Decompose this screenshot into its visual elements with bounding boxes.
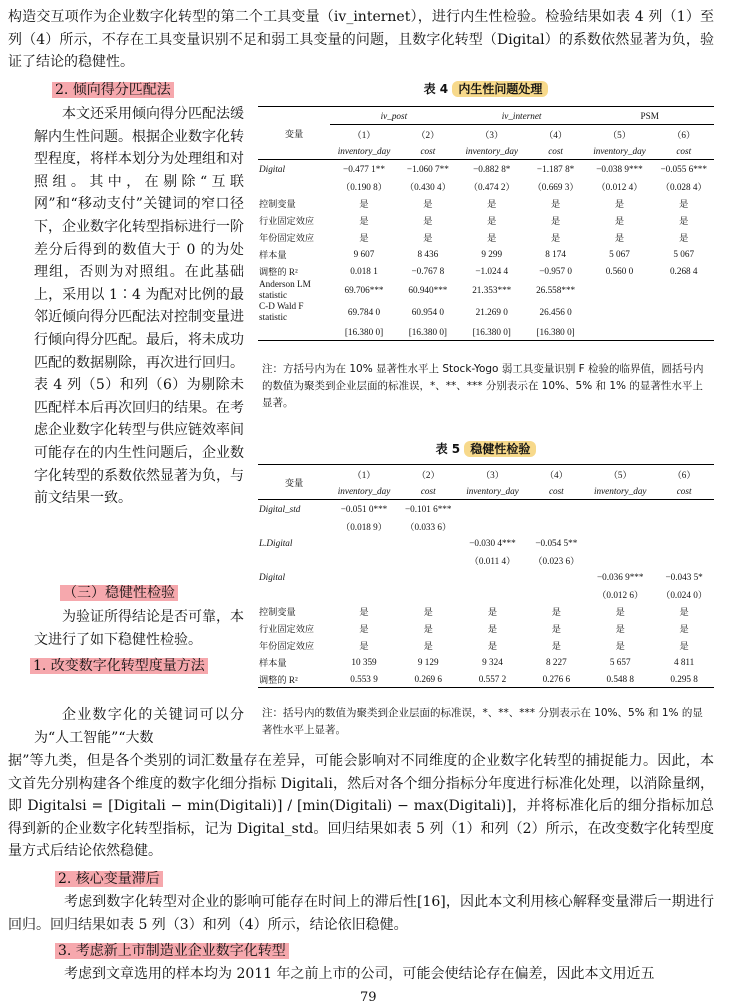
table4-coldep: inventory_day: [458, 142, 526, 160]
section-heading-measure: 1. 改变数字化转型度量方法: [30, 655, 244, 678]
table-cell: 0.268 4: [669, 265, 698, 276]
table-cell: （0.024 0）: [661, 589, 708, 600]
table-cell: （0.018 9）: [341, 521, 387, 532]
table-cell: 是: [487, 215, 497, 226]
section-heading-lag: 2. 核心变量滞后: [55, 868, 163, 891]
table-row: [258, 602, 714, 619]
table-cell: （0.023 6）: [533, 555, 580, 566]
new-firms-paragraph: 考虑到文章选用的样本均为 2011 年之前上市的公司，可能会使结论存在偏差，因此本文用近五: [64, 966, 655, 982]
table-cell: （0.033 6）: [405, 521, 452, 532]
row-label: 行业固定效应: [259, 215, 315, 226]
table-cell: 60.940***: [408, 285, 448, 295]
table-cell: −0.882 8*: [473, 163, 511, 174]
table-row: [258, 534, 714, 551]
table-cell: 0.557 2: [458, 670, 526, 688]
table-cell: −1.060 7**: [406, 163, 449, 174]
table-cell: 8 436: [417, 248, 439, 259]
table4-colnum: （3）: [480, 129, 504, 140]
table-cell: −0.043 5*: [665, 571, 703, 582]
table-cell: （0.669 3）: [532, 181, 579, 192]
table4-caption: [258, 80, 714, 97]
table-cell: [586, 517, 654, 534]
table5-colnum: （3）: [458, 465, 526, 483]
table-cell: 26.456 0: [539, 307, 572, 317]
table-cell: [398, 585, 458, 602]
section-heading-psm: 2. 倾向得分匹配法: [52, 79, 174, 102]
table-cell: [16.380 0]: [458, 323, 526, 341]
table-cell: 是: [679, 198, 689, 209]
table-cell: 69.706***: [344, 285, 384, 295]
psm-paragraph: 本文还采用倾向得分匹配法缓解内生性问题。根据企业数字化转型程度，将样本划分为处理组和对照组。其中，在剔除“互联网”和“移动支付”关键词的窄口径下，企业数字化转型指标进行一阶差分后得到的数值大于 0 的为处理组，否则为对照组。在此基础上，采用以 1∶4 为配对比例的最邻近倾向得分匹配法对控制变量进行倾向得分匹配。最后，将未成功匹配的数据剔除，再次进行回归。表 4 列（5）和列（6）为剔除未匹配样本后再次回归的结果。在考虑企业数字化转型与供应链效率间可能存在的内生性问题后，企业数字化转型的系数依然显著为负，与前文结果一致。: [34, 106, 244, 507]
table-cell: 是: [551, 198, 561, 209]
table-cell: −1.024 4: [475, 265, 509, 276]
table4-colnum: （6）: [672, 129, 696, 140]
table-cell: 26.558***: [536, 285, 576, 295]
table-cell: −0.038 9***: [596, 163, 643, 174]
table-cell: 是: [614, 215, 625, 226]
table-cell: [526, 585, 586, 602]
table-cell: [526, 500, 586, 518]
row-label: C-D Wald F statistic: [259, 301, 304, 322]
table-cell: [526, 517, 586, 534]
table-cell: [458, 517, 526, 534]
page-number: 79: [360, 990, 377, 1005]
table-row: [258, 568, 714, 585]
table-cell: 是: [359, 640, 369, 651]
table-cell: [398, 551, 458, 568]
table-row: [258, 619, 714, 636]
table5-caption: [258, 440, 714, 457]
table-cell: 是: [614, 232, 625, 243]
table-cell: 9 607: [353, 248, 375, 259]
table-cell: [458, 568, 526, 585]
table-cell: 是: [359, 215, 369, 226]
table-cell: （0.012 6）: [597, 589, 644, 600]
table-row: [258, 160, 714, 178]
table4-number: 表 4: [423, 82, 449, 96]
table5: [258, 464, 714, 688]
table4-colnum: （5）: [607, 129, 631, 140]
table-row: [258, 500, 714, 518]
table-cell: [330, 551, 398, 568]
table5-coldep: inventory_day: [330, 482, 398, 500]
table-cell: （0.430 4）: [404, 181, 451, 192]
table-cell: 是: [679, 640, 689, 651]
table-cell: 9 324: [482, 656, 503, 667]
table-cell: 是: [423, 623, 433, 634]
table-cell: −0.054 5**: [535, 537, 578, 548]
table4-colnum: （4）: [544, 129, 568, 140]
table4-coldep: inventory_day: [585, 142, 653, 160]
row-label: Digital: [259, 571, 286, 582]
table-cell: −0.477 1**: [343, 163, 385, 174]
table5-var-header: 变量: [258, 465, 330, 500]
table4: [258, 106, 714, 341]
table-cell: [586, 500, 654, 518]
row-label: 样本量: [259, 657, 287, 668]
lag-paragraph: 考虑到数字化转型对企业的影响可能存在时间上的滞后性[16]，因此本文利用核心解释变量滞后一期进行回归。回归结果如表 5 列（3）和列（4）所示，结论依旧稳健。: [8, 894, 714, 933]
table5-colnum: （6）: [654, 465, 714, 483]
section-heading-robust: （三）稳健性检验: [60, 582, 178, 605]
table5-coldep: inventory_day: [586, 482, 654, 500]
table-cell: 是: [359, 198, 369, 209]
table-cell: [654, 551, 714, 568]
table-cell: 是: [423, 232, 433, 243]
row-label: 控制变量: [259, 606, 296, 617]
table-cell: [653, 301, 714, 323]
table-cell: −0.767 8: [411, 265, 445, 276]
table-cell: 5 067: [609, 248, 630, 259]
table-cell: −0.055 6***: [660, 163, 707, 174]
table-cell: 是: [679, 623, 689, 634]
table-cell: [330, 534, 398, 551]
table-cell: 0.018 1: [350, 265, 378, 276]
table5-coldep: cost: [654, 482, 714, 500]
table4-colnum: （2）: [416, 129, 440, 140]
row-label: [258, 177, 330, 194]
table-cell: （0.011 4）: [469, 555, 516, 566]
row-label: Anderson LM statistic: [259, 279, 311, 300]
table5-colnum: （4）: [526, 465, 586, 483]
table-cell: 是: [551, 606, 561, 617]
table-cell: [526, 568, 586, 585]
table-row: [258, 228, 714, 245]
row-label: 样本量: [259, 249, 287, 260]
row-label: L.Digital: [259, 537, 293, 548]
table-cell: 是: [359, 623, 369, 634]
row-label: [258, 551, 330, 568]
table-cell: [458, 585, 526, 602]
table-cell: 是: [487, 606, 498, 617]
table-cell: [330, 585, 398, 602]
table-cell: 0.276 6: [526, 670, 586, 688]
table-cell: 是: [359, 232, 369, 243]
table-row: [258, 177, 714, 194]
table-cell: [16.380 0]: [330, 323, 398, 341]
table5-number: 表 5: [435, 442, 461, 456]
table4-coldep: cost: [398, 142, 458, 160]
table-cell: 是: [679, 606, 689, 617]
row-label: 调整的 R²: [258, 670, 330, 688]
row-label: 年份固定效应: [259, 232, 315, 243]
table-cell: 21.269 0: [475, 307, 508, 317]
table-cell: −0.957 0: [539, 265, 572, 276]
table-cell: 是: [615, 640, 625, 651]
table-cell: 5 657: [609, 656, 631, 667]
table5-coldep: inventory_day: [458, 482, 526, 500]
table-cell: 是: [423, 198, 433, 209]
table-cell: 60.954 0: [411, 307, 444, 317]
table-cell: （0.474 2）: [468, 181, 515, 192]
row-label: 控制变量: [259, 198, 296, 209]
row-label: Digital: [259, 163, 286, 174]
table-cell: 是: [487, 198, 497, 209]
table-cell: 是: [615, 623, 625, 634]
table-cell: 4 811: [673, 656, 695, 667]
table5-colnum: （5）: [586, 465, 654, 483]
table-cell: 是: [551, 232, 561, 243]
table-cell: 是: [359, 606, 369, 617]
table-cell: 69.784 0: [347, 307, 381, 317]
table-cell: [16.380 0]: [526, 323, 586, 341]
table4-var-header: 变量: [258, 107, 330, 160]
table-cell: [330, 568, 398, 585]
table-row: [258, 323, 714, 341]
table-cell: 0.553 9: [330, 670, 398, 688]
table-cell: [398, 568, 458, 585]
table-cell: （0.028 4）: [660, 181, 707, 192]
table4-title: 内生性问题处理: [452, 81, 548, 97]
table-cell: 是: [679, 232, 689, 243]
table-cell: 5 067: [673, 248, 695, 259]
table-cell: 8 174: [545, 248, 566, 259]
table-cell: [585, 323, 653, 341]
table4-colnum: （1）: [352, 129, 376, 140]
table-cell: 是: [614, 198, 625, 209]
table-row: [258, 262, 714, 279]
table-cell: −1.187 8*: [536, 163, 575, 174]
table-cell: 0.548 8: [586, 670, 654, 688]
row-label: [258, 323, 330, 341]
table-cell: −0.030 4***: [469, 537, 516, 548]
table-cell: −0.101 6***: [404, 503, 452, 514]
measure-paragraph-left: 企业数字化的关键词可以分为“人工智能”“大数: [34, 707, 244, 746]
table-cell: 是: [423, 215, 433, 226]
table-cell: [585, 301, 653, 323]
table-cell: [654, 517, 714, 534]
table4-group-3: PSM: [585, 107, 714, 125]
table-cell: [653, 323, 714, 341]
table5-coldep: cost: [398, 482, 458, 500]
section-heading-new: 3. 考虑新上市制造业企业数字化转型: [55, 940, 289, 963]
table-cell: 是: [551, 640, 561, 651]
row-label: Digital_std: [259, 503, 301, 514]
table-cell: 是: [423, 640, 433, 651]
table-cell: [398, 534, 458, 551]
row-label: 年份固定效应: [259, 640, 315, 651]
table-row: [258, 670, 714, 688]
measure-paragraph: 据”等九类，但是各个类别的词汇数量存在差异，可能会影响对不同维度的企业数字化转型的捕捉能力。因此，本文首先分别构建各个维度的数字化细分指标 Digitali，然后对各个细分指标分年度进行标准化处理，以消除量纲，即 Digitalsi = [Digitali − min(Digitali)] / [min(Digitali) − max(Digitali)]，并将标准化后的细分指标加总得到新的企业数字化转型指标，记为 Digital_std。回归结果如表 5 列（1）和列（2）所示，在改变数字化转型度量方式后结论依然稳健。: [8, 753, 714, 860]
table-cell: 9 129: [417, 656, 439, 667]
table-cell: 8 227: [546, 656, 567, 667]
table-cell: [585, 279, 653, 301]
table-cell: 是: [423, 606, 433, 617]
table-row: [258, 194, 714, 211]
table4-group-1: iv_post: [330, 107, 458, 125]
table-row: [258, 245, 714, 262]
row-label: 行业固定效应: [259, 623, 315, 634]
table5-colnum: （2）: [398, 465, 458, 483]
table-cell: [458, 500, 526, 518]
robust-paragraph: 为验证所得结论是否可靠，本文进行了如下稳健性检验。: [34, 609, 244, 648]
table-cell: 是: [551, 215, 561, 226]
table-cell: [653, 279, 714, 301]
table-cell: 是: [615, 606, 625, 617]
table-cell: 10 359: [351, 656, 377, 667]
table-cell: （0.190 8）: [341, 181, 387, 192]
table-row: [258, 211, 714, 228]
table-cell: 是: [487, 623, 498, 634]
intro-paragraph: 构造交互项作为企业数字化转型的第二个工具变量（iv_internet），进行内生性检验。检验结果如表 4 列（1）至列（4）所示，不存在工具变量识别不足和弱工具变量的问题，且数字化转型（Digital）的系数依然显著为负，验证了结论的稳健性。: [8, 9, 714, 71]
table-row: [258, 279, 714, 301]
table-row: [258, 517, 714, 534]
table-cell: 是: [487, 640, 498, 651]
table-row: [258, 636, 714, 653]
row-label: [258, 585, 330, 602]
table5-title: 稳健性检验: [464, 441, 536, 457]
table5-note: 注：括号内的数值为聚类到企业层面的标准误，*、**、*** 分别表示在 10%、5% 和 1% 的显著性水平上显著。: [262, 707, 703, 736]
table-cell: 是: [551, 623, 561, 634]
table5-colnum: （1）: [330, 465, 398, 483]
row-label: 调整的 R²: [259, 266, 298, 277]
table-cell: [586, 534, 654, 551]
table-cell: −0.051 0***: [340, 503, 388, 514]
table-cell: [586, 551, 654, 568]
table4-coldep: inventory_day: [330, 142, 398, 160]
table4-coldep: cost: [653, 142, 714, 160]
table-cell: 21.353***: [472, 285, 512, 295]
table-row: [258, 551, 714, 568]
table4-coldep: cost: [526, 142, 586, 160]
table-cell: 0.295 8: [654, 670, 714, 688]
table-cell: [654, 534, 714, 551]
table-cell: 是: [679, 215, 689, 226]
table4-note: 注：方括号内为在 10% 显著性水平上 Stock-Yogo 弱工具变量识别 F 检验的临界值，圆括号内的数值为聚类到企业层面的标准误，*、**、*** 分别表示在 10%、5% 和 1% 的显著性水平上显著。: [262, 363, 704, 409]
table-cell: （0.012 4）: [596, 181, 643, 192]
table-cell: [654, 500, 714, 518]
table-cell: 是: [487, 232, 497, 243]
table-row: [258, 301, 714, 323]
table-cell: 0.269 6: [398, 670, 458, 688]
table-cell: 0.560 0: [605, 265, 634, 276]
table5-coldep: cost: [526, 482, 586, 500]
table-cell: [16.380 0]: [398, 323, 458, 341]
table-cell: 9 299: [481, 248, 503, 259]
table-row: [258, 653, 714, 670]
table4-group-2: iv_internet: [458, 107, 586, 125]
row-label: [258, 517, 330, 534]
table-cell: −0.036 9***: [596, 571, 644, 582]
table-row: [258, 585, 714, 602]
